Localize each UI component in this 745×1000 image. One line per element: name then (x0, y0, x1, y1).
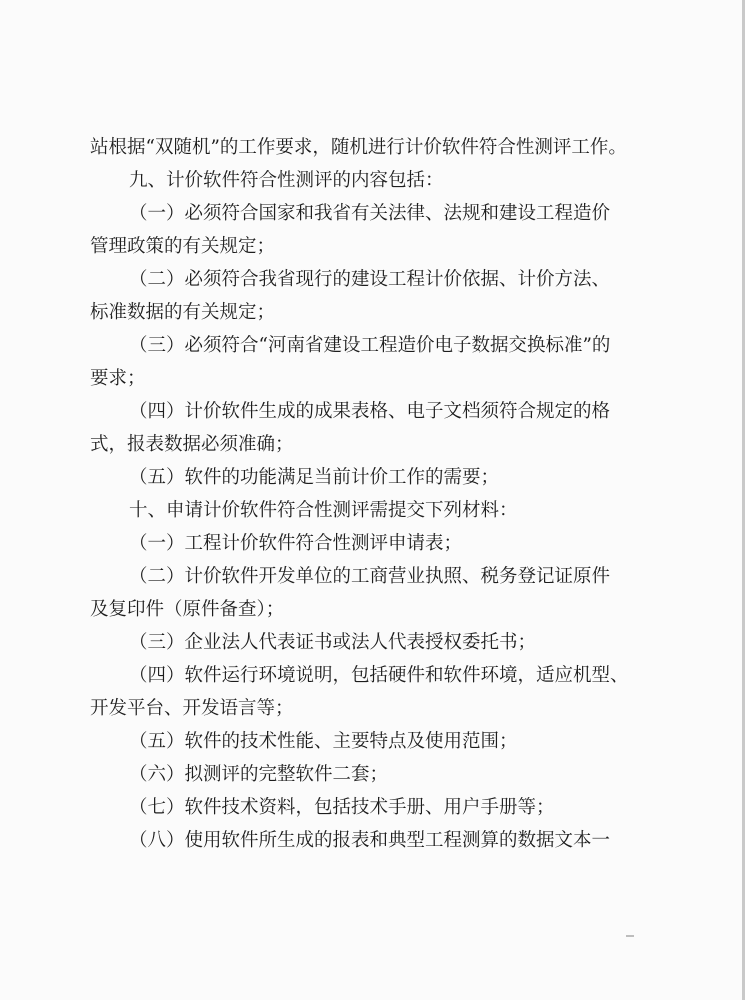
list-item-start: （二）计价软件开发单位的工商营业执照、税务登记证原件 (129, 566, 611, 587)
list-item: （五）软件的功能满足当前计价工作的需要； (129, 467, 500, 488)
document-body (90, 131, 636, 857)
text-line: 及复印件（原件备查）； (90, 599, 285, 620)
text-line: 站根据“双随机”的工作要求，随机进行计价软件符合性测评工作。 (90, 137, 627, 158)
section-heading-nine: 九、计价软件符合性测评的内容包括： (129, 170, 444, 191)
list-item: （三）企业法人代表证书或法人代表授权委托书； (129, 632, 537, 653)
text-line: 开发平台、开发语言等； (90, 698, 294, 719)
list-item-start: （二）必须符合我省现行的建设工程计价依据、计价方法、 (129, 269, 611, 290)
list-item: （五）软件的技术性能、主要特点及使用范围； (129, 731, 518, 752)
list-item-start: （一）必须符合国家和我省有关法律、法规和建设工程造价 (129, 203, 611, 224)
text-line: 式，报表数据必须准确； (90, 434, 294, 455)
list-item: （一）工程计价软件符合性测评申请表； (129, 533, 463, 554)
text-line: 要求； (90, 368, 146, 389)
list-item-start: （四）计价软件生成的成果表格、电子文档须符合规定的格 (129, 401, 611, 422)
list-item-start: （四）软件运行环境说明，包括硬件和软件环境，适应机型、 (129, 665, 629, 686)
scan-mark (626, 935, 634, 937)
section-heading-ten: 十、申请计价软件符合性测评需提交下列材料： (129, 500, 518, 521)
list-item-start: （八）使用软件所生成的报表和典型工程测算的数据文本一 (129, 830, 611, 851)
list-item-start: （三）必须符合“河南省建设工程造价电子数据交换标准”的 (129, 335, 611, 356)
list-item: （六）拟测评的完整软件二套； (129, 764, 389, 785)
list-item: （七）软件技术资料，包括技术手册、用户手册等； (129, 797, 555, 818)
text-line: 管理政策的有关规定； (90, 236, 276, 257)
text-line: 标准数据的有关规定； (90, 302, 276, 323)
